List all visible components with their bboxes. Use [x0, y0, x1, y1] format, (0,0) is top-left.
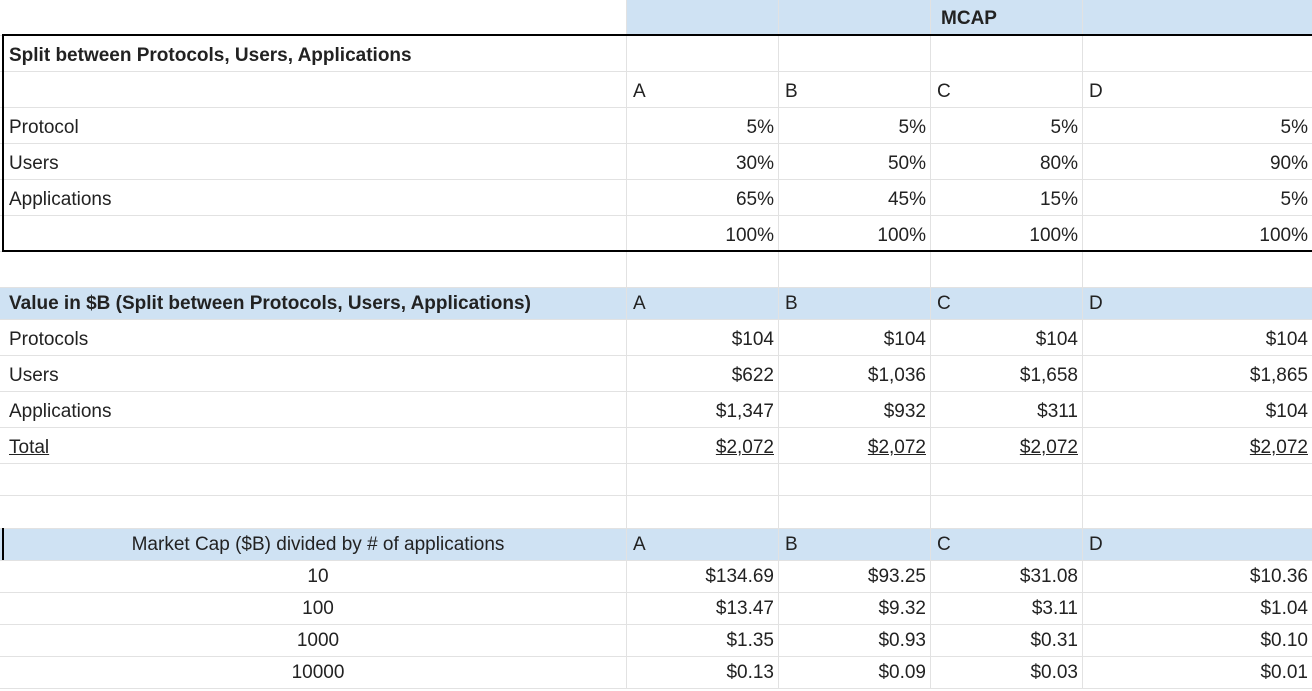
- section2-col-a: A: [633, 293, 646, 314]
- cell-value[interactable]: $0.03: [1030, 662, 1078, 683]
- cell-value[interactable]: $0.01: [1260, 662, 1308, 683]
- cell-value[interactable]: $13.47: [715, 598, 774, 619]
- cell-value[interactable]: 100%: [1259, 225, 1308, 246]
- cell-value[interactable]: 50%: [887, 153, 926, 174]
- cell-value[interactable]: $311: [1037, 401, 1078, 422]
- cell-value[interactable]: $104: [1265, 329, 1308, 350]
- section3-col-d: D: [1089, 534, 1103, 555]
- cell-value[interactable]: 5%: [1280, 189, 1308, 210]
- section3-title: Market Cap ($B) divided by # of applications: [131, 534, 505, 555]
- cell-value[interactable]: $104: [1035, 329, 1078, 350]
- cell-value[interactable]: $0.13: [726, 662, 774, 683]
- cell-value[interactable]: 45%: [887, 189, 926, 210]
- section2-title: Value in $B (Split between Protocols, Users, Applications): [9, 293, 531, 314]
- cell-value[interactable]: $3.11: [1031, 598, 1078, 619]
- section1-col-b: B: [785, 81, 798, 102]
- cell-value[interactable]: $1.04: [1260, 598, 1308, 619]
- row-label: 10000: [291, 662, 345, 683]
- cell-value[interactable]: $0.09: [878, 662, 926, 683]
- section3-border-mark: [2, 528, 4, 560]
- section1-title: Split between Protocols, Users, Applications: [9, 45, 412, 66]
- cell-value[interactable]: $1.35: [726, 630, 774, 651]
- row-label: Users: [9, 153, 59, 174]
- section3-col-a: A: [633, 534, 646, 555]
- cell-value[interactable]: 5%: [1280, 117, 1308, 138]
- section2-col-b: B: [785, 293, 798, 314]
- section2-col-d: D: [1089, 293, 1103, 314]
- cell-value[interactable]: $1,865: [1249, 365, 1308, 386]
- cell-value[interactable]: 100%: [877, 225, 926, 246]
- cell-value[interactable]: $0.93: [878, 630, 926, 651]
- section1-col-a: A: [633, 81, 646, 102]
- cell-value[interactable]: $93.25: [867, 566, 926, 587]
- section3-col-c: C: [937, 534, 951, 555]
- cell-value[interactable]: $1,036: [867, 365, 926, 386]
- section1-col-c: C: [937, 81, 951, 102]
- cell-value[interactable]: $622: [731, 365, 774, 386]
- mcap-header: MCAP: [941, 8, 997, 29]
- row-label: Applications: [9, 189, 112, 210]
- cell-value[interactable]: $1,347: [715, 401, 774, 422]
- cell-value[interactable]: 80%: [1039, 153, 1078, 174]
- row-label: Protocols: [9, 329, 89, 350]
- cell-value[interactable]: 15%: [1039, 189, 1078, 210]
- cell-value[interactable]: $932: [883, 401, 926, 422]
- cell-value[interactable]: $0.10: [1260, 630, 1308, 651]
- cell-value[interactable]: 5%: [746, 117, 774, 138]
- cell-value[interactable]: $9.32: [878, 598, 926, 619]
- cell-value[interactable]: $104: [883, 329, 926, 350]
- row-label: [9, 218, 619, 254]
- cell-value[interactable]: $31.08: [1019, 566, 1078, 587]
- cell-value[interactable]: $10.36: [1249, 566, 1308, 587]
- row-label: Protocol: [9, 117, 79, 138]
- cell-value[interactable]: 90%: [1269, 153, 1308, 174]
- row-label: Applications: [9, 401, 112, 422]
- cell-value[interactable]: $2,072: [867, 437, 926, 458]
- cell-value[interactable]: 5%: [1050, 117, 1078, 138]
- row-label-total: Total: [9, 437, 50, 458]
- cell-value[interactable]: $2,072: [1019, 437, 1078, 458]
- section3-col-b: B: [785, 534, 798, 555]
- cell-value[interactable]: 100%: [725, 225, 774, 246]
- section2-col-c: C: [937, 293, 951, 314]
- row-label: Users: [9, 365, 59, 386]
- section1-col-d: D: [1089, 81, 1103, 102]
- cell-value[interactable]: 30%: [735, 153, 774, 174]
- cell-value[interactable]: 65%: [735, 189, 774, 210]
- cell-value[interactable]: $2,072: [1249, 437, 1308, 458]
- cell-value[interactable]: 5%: [898, 117, 926, 138]
- row-label: 100: [302, 598, 334, 619]
- cell-value[interactable]: 100%: [1029, 225, 1078, 246]
- cell-value[interactable]: $104: [1265, 401, 1308, 422]
- cell-value[interactable]: $1,658: [1019, 365, 1078, 386]
- cell-value[interactable]: $134.69: [705, 566, 774, 587]
- row-label: 1000: [296, 630, 340, 651]
- cell-value[interactable]: $2,072: [715, 437, 774, 458]
- row-label: 10: [307, 566, 329, 587]
- cell-value[interactable]: $104: [731, 329, 774, 350]
- cell-value[interactable]: $0.31: [1030, 630, 1078, 651]
